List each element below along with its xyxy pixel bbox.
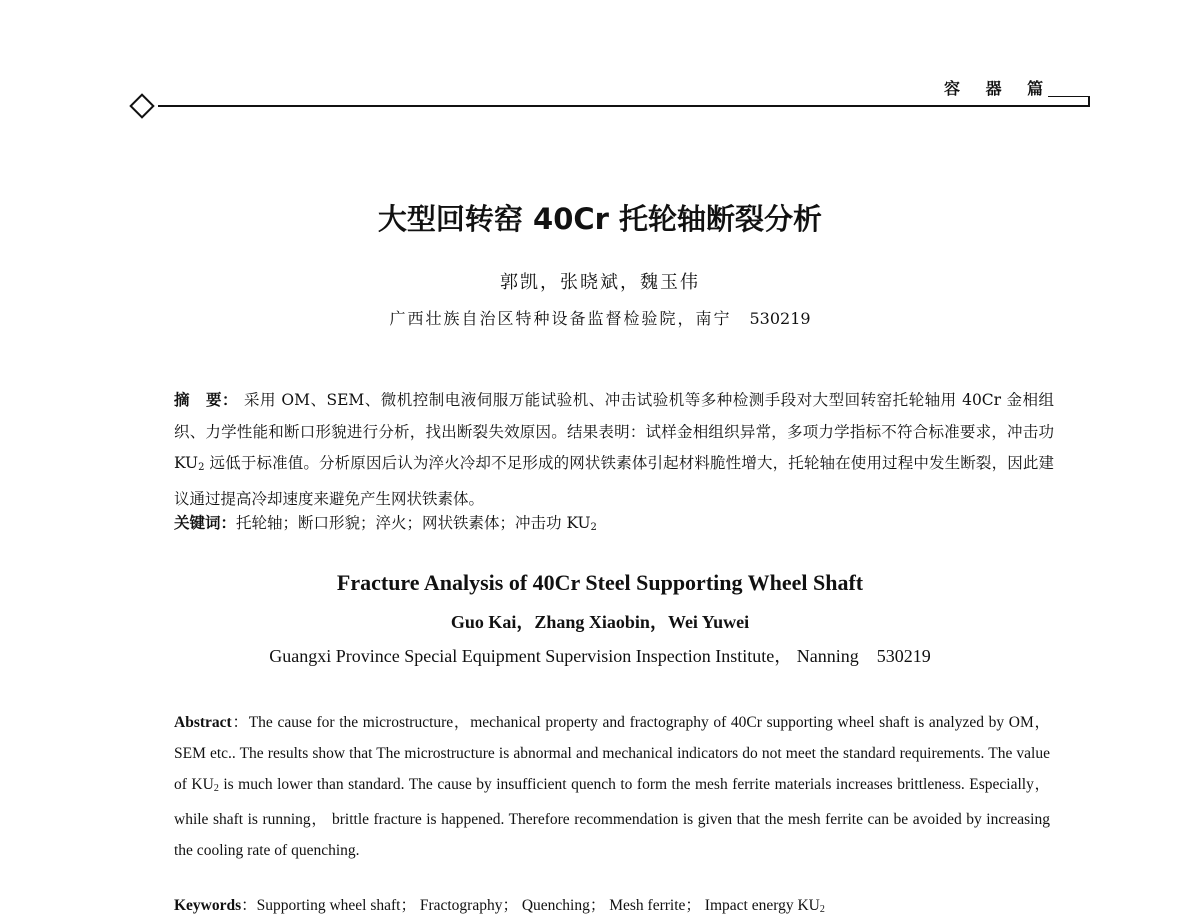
abstract-en-text-1: ：The cause for the microstructure，mechanical property and fractography of 40Cr supporting wheel shaft is analyzed by OM，SEM etc.. The results show that The microstructure is abnormal and mechanical indicators do not meet the standard requirements. The value of KU	[174, 714, 1050, 793]
diamond-ornament-icon	[129, 93, 154, 118]
abstract-en-text-2: is much lower than standard. The cause by insufficient quench to form the mesh ferrite materials increases brittleness. Especially， while shaft is running， brittle fracture is happened. Therefore recommendation is given that the mesh ferrite can be avoided by increasing the cooling rate of quenching.	[174, 776, 1050, 859]
title-en: Fracture Analysis of 40Cr Steel Supporting Wheel Shaft	[336, 570, 864, 595]
keywords-en	[174, 893, 1050, 915]
abstract-cn-sub: 2	[198, 462, 205, 473]
authors-en: Guo Kai，Zhang Xiaobin，Wei Yuwei	[450, 612, 750, 632]
authors-cn: 郭凯，张晓斌，魏玉伟	[500, 272, 700, 293]
header-rule-tail	[1048, 96, 1090, 107]
abstract-en-label: Abstract	[174, 714, 232, 731]
abstract-en	[174, 707, 1050, 866]
abstract-cn	[174, 385, 1054, 515]
keywords-en-sub: 2	[819, 904, 825, 915]
keywords-cn-text: 托轮轴；断口形貌；淬火；网状铁素体；冲击功 KU	[236, 514, 591, 532]
header-rule	[158, 105, 1088, 107]
abstract-en-sub: 2	[213, 783, 219, 794]
postcode-cn: 530219	[749, 309, 811, 328]
postcode-en: 530219	[876, 646, 931, 666]
abstract-cn-text-2: 远低于标准值。分析原因后认为淬火冷却不足形成的网状铁素体引起材料脆性增大，托轮轴在使用过程中发生断裂，因此建议通过提高冷却速度来避免产生网状铁素体。	[174, 454, 1054, 508]
abstract-cn-text-1: 采用 OM、SEM、微机控制电液伺服万能试验机、冲击试验机等多种检测手段对大型回转窑托轮轴用 40Cr 金相组织、力学性能和断口形貌进行分析，找出断裂失效原因。结果表明：试样金相组织异常，多项力学指标不符合标准要求，冲击功 KU	[174, 391, 1054, 472]
affiliation-cn-text: 广西壮族自治区特种设备监督检验院，南宁	[389, 309, 732, 328]
affiliation-en	[0, 642, 1200, 668]
affiliation-cn	[0, 306, 1200, 329]
keywords-cn	[174, 511, 1054, 533]
keywords-en-label: Keywords	[174, 897, 242, 914]
keywords-cn-sub: 2	[590, 522, 597, 533]
title-cn: 大型回转窑 40Cr 托轮轴断裂分析	[377, 202, 823, 236]
section-tag: 容 器 篇	[944, 79, 1054, 98]
affiliation-en-text: Guangxi Province Special Equipment Supervision Inspection Institute， Nanning	[269, 646, 859, 666]
keywords-en-text: ：Supporting wheel shaft； Fractography； Quenching； Mesh ferrite； Impact energy KU	[241, 897, 820, 914]
abstract-cn-label: 摘 要：	[174, 391, 238, 409]
keywords-cn-label: 关键词：	[174, 514, 237, 532]
